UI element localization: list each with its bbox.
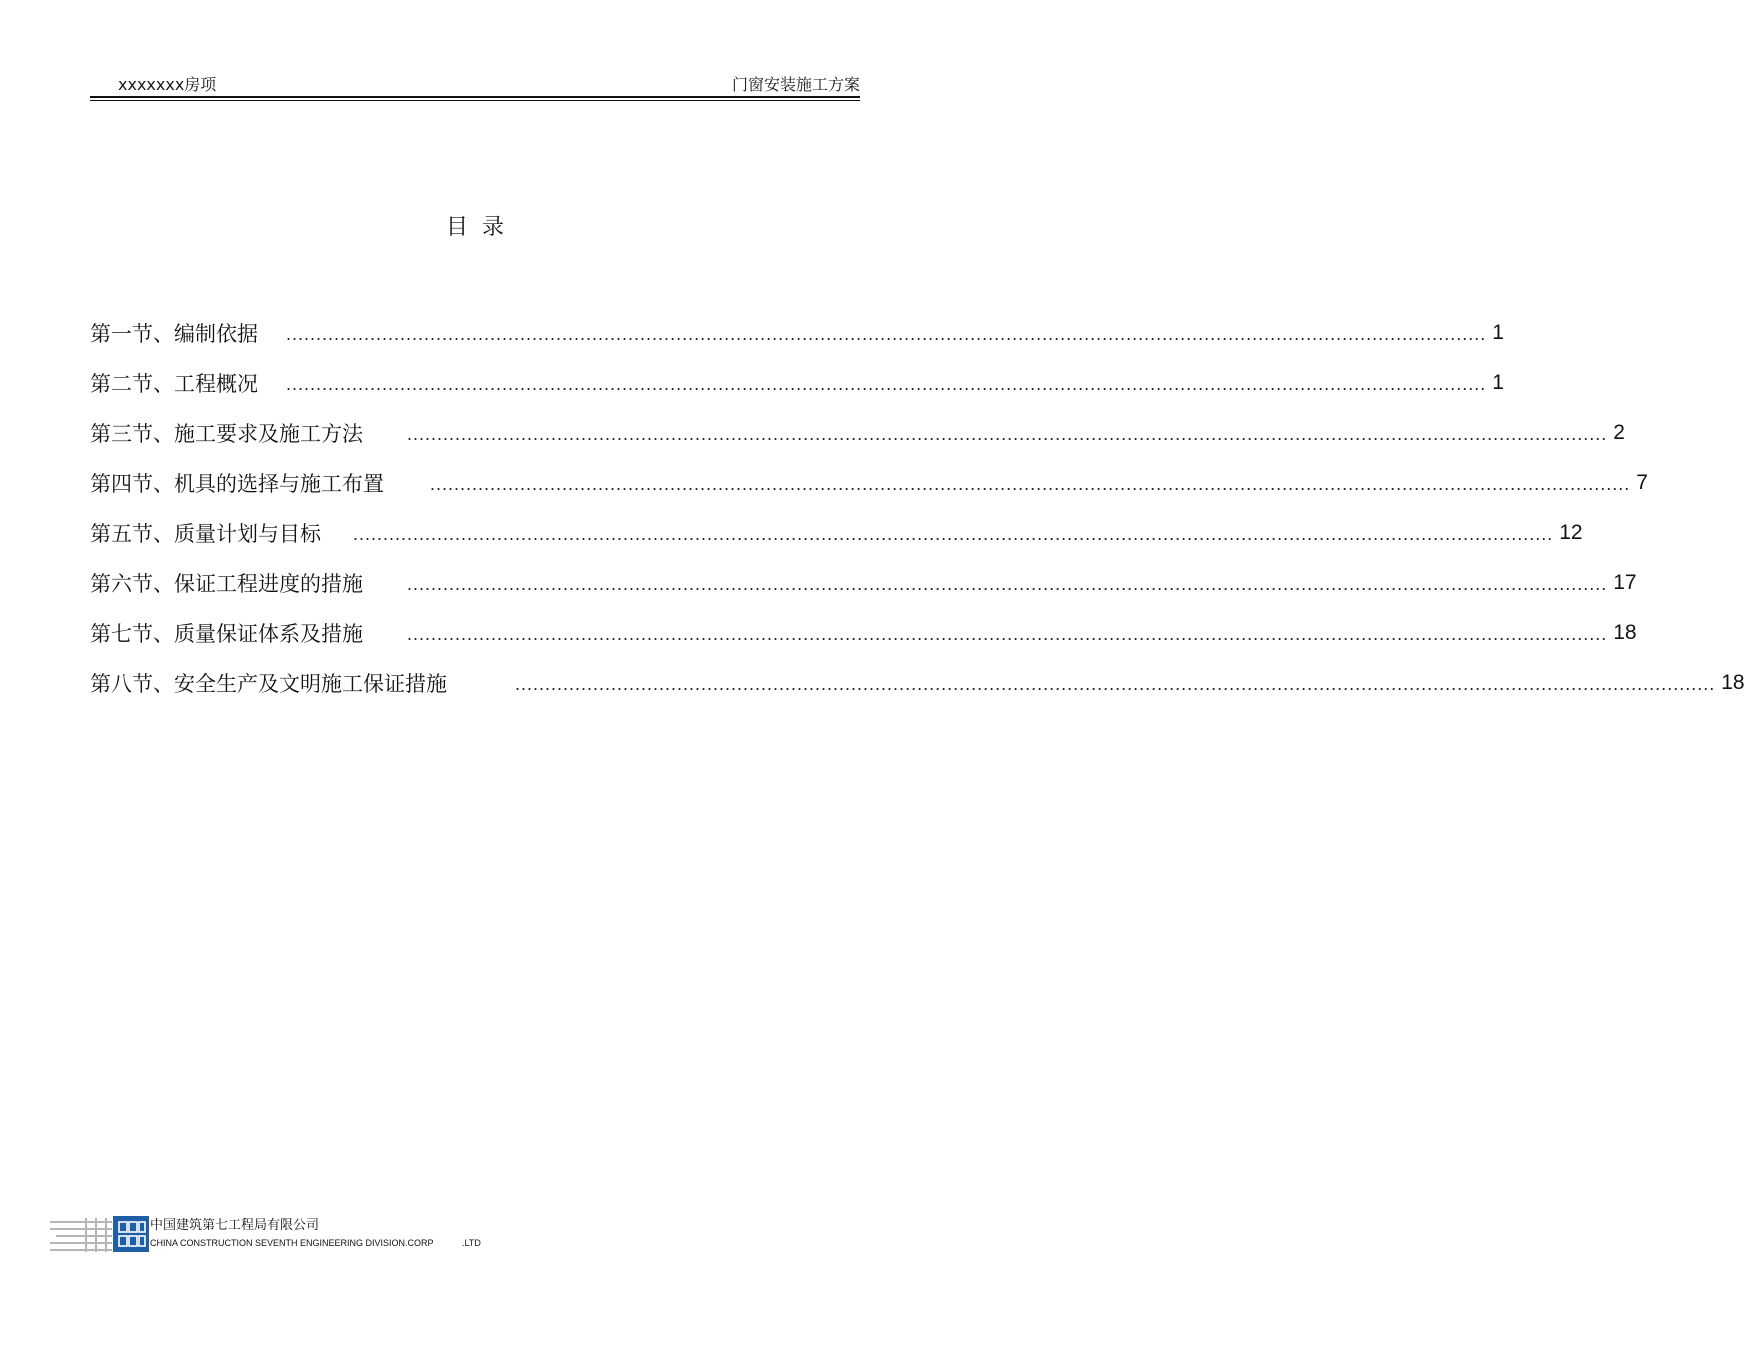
toc-entry[interactable]: [90, 408, 1625, 458]
toc-dot-leader: ........................................................................................................................................................................................................: [430, 473, 1631, 494]
toc-entry-label: 第六节、保证工程进度的措施: [90, 572, 363, 596]
toc-entry-page: 7: [1636, 471, 1648, 494]
toc-entry-label: 第七节、质量保证体系及措施: [90, 622, 363, 646]
table-of-contents: [90, 308, 1745, 708]
toc-dot-leader: ........................................................................................................................................................................................................: [407, 423, 1608, 444]
page-footer: [50, 1210, 550, 1260]
toc-entry-label: 第五节、质量计划与目标: [90, 522, 321, 546]
toc-entry-page: 18: [1721, 671, 1745, 694]
toc-entry[interactable]: [90, 558, 1637, 608]
toc-dot-leader: ........................................................................................................................................................................................................: [286, 323, 1487, 344]
toc-entry[interactable]: [90, 358, 1504, 408]
toc-dot-leader: ........................................................................................................................................................................................................: [407, 573, 1608, 594]
toc-entry[interactable]: [90, 508, 1583, 558]
toc-entry[interactable]: [90, 608, 1637, 658]
toc-entry-page: 2: [1613, 421, 1625, 444]
header-rule-thick: [90, 96, 860, 98]
toc-entry-page: 12: [1559, 521, 1583, 544]
header-rule-thin: [90, 100, 860, 101]
toc-entry-page: 17: [1613, 571, 1637, 594]
company-name-chinese: 中国建筑第七工程局有限公司: [150, 1218, 320, 1233]
company-name-suffix: .LTD: [462, 1238, 481, 1248]
toc-entry[interactable]: [90, 458, 1648, 508]
toc-entry-page: 1: [1492, 371, 1504, 394]
toc-entry[interactable]: [90, 658, 1745, 708]
cscec-logo-icon: [113, 1216, 149, 1252]
company-logo-lines-icon: [50, 1216, 116, 1252]
company-name-english: CHINA CONSTRUCTION SEVENTH ENGINEERING DIVISION.CORP: [150, 1238, 434, 1248]
toc-title: 目录: [445, 215, 518, 240]
header-project-name: xxxxxxx房项: [118, 75, 217, 94]
toc-entry[interactable]: [90, 308, 1504, 358]
toc-entry-label: 第二节、工程概况: [90, 372, 258, 396]
toc-entry-label: 第八节、安全生产及文明施工保证措施: [90, 672, 447, 696]
toc-entry-page: 1: [1492, 321, 1504, 344]
toc-dot-leader: ........................................................................................................................................................................................................: [407, 623, 1608, 644]
toc-entry-page: 18: [1613, 621, 1637, 644]
toc-entry-label: 第四节、机具的选择与施工布置: [90, 472, 384, 496]
toc-dot-leader: ........................................................................................................................................................................................................: [353, 523, 1554, 544]
header-document-title: 门窗安装施工方案: [731, 75, 860, 94]
toc-entry-label: 第三节、施工要求及施工方法: [90, 422, 363, 446]
toc-entry-label: 第一节、编制依据: [90, 322, 258, 346]
toc-dot-leader: ........................................................................................................................................................................................................: [286, 373, 1487, 394]
toc-dot-leader: ........................................................................................................................................................................................................: [515, 673, 1716, 694]
